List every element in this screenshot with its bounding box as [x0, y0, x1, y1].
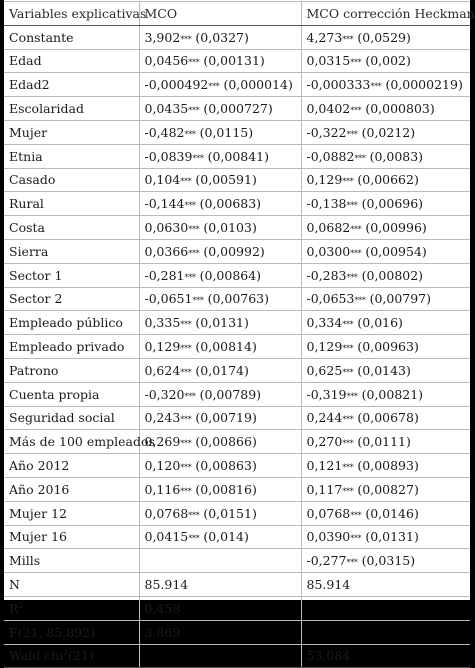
significance-stars: *** — [184, 129, 196, 139]
standard-error: (0,00763) — [207, 291, 270, 307]
superscript: 2 — [63, 648, 69, 658]
table-row — [4, 263, 470, 287]
stats-row — [4, 596, 470, 620]
table-cell — [139, 239, 301, 263]
variable-name: Mujer 16 — [4, 525, 139, 549]
table-row — [4, 97, 470, 121]
stat-label — [4, 573, 139, 597]
standard-error: (0,00678) — [357, 410, 419, 426]
table-cell — [301, 406, 470, 430]
coefficient: 0,244 — [306, 410, 343, 426]
coefficient: 0,0390 — [306, 529, 351, 545]
table-cell — [301, 120, 470, 144]
table-cell — [139, 501, 301, 525]
significance-stars: *** — [192, 153, 204, 163]
table-cell — [301, 192, 470, 216]
significance-stars: *** — [188, 225, 200, 235]
coefficient: -0,0882 — [306, 148, 355, 164]
coefficient: -0,0651 — [144, 291, 193, 307]
coefficient: 0,334 — [306, 315, 343, 331]
table-row — [4, 430, 470, 454]
standard-error: (0,0143) — [357, 362, 411, 378]
coefficient: -0,482 — [144, 124, 185, 140]
table-row — [4, 549, 470, 573]
variable-name: Mujer 12 — [4, 501, 139, 525]
significance-stars: *** — [184, 391, 196, 401]
table-cell — [139, 358, 301, 382]
stats-row — [4, 573, 470, 597]
table-cell — [301, 168, 470, 192]
table-row — [4, 192, 470, 216]
regression-table — [4, 1, 475, 668]
significance-stars: *** — [346, 129, 358, 139]
table-cell — [139, 49, 301, 73]
significance-stars: *** — [188, 534, 200, 544]
table-cell — [301, 501, 470, 525]
significance-stars: *** — [350, 510, 362, 520]
table-row — [4, 216, 470, 240]
variable-name: Sector 1 — [4, 263, 139, 287]
table-body — [4, 25, 470, 668]
table-row — [4, 239, 470, 263]
significance-stars: *** — [188, 106, 200, 116]
standard-error: (0,000014) — [223, 77, 293, 93]
table-cell — [301, 97, 470, 121]
table-cell — [301, 549, 470, 573]
variable-name: Empleado privado — [4, 335, 139, 359]
significance-stars: *** — [350, 106, 362, 116]
stats-row — [4, 620, 470, 644]
standard-error: (0,00866) — [195, 434, 257, 450]
significance-stars: *** — [350, 534, 362, 544]
coefficient: 0,0630 — [144, 220, 189, 236]
variable-name: Sierra — [4, 239, 139, 263]
stat-value-mco: 3.869 — [139, 620, 301, 644]
standard-error: (0,0212) — [361, 124, 416, 140]
variable-name: Escolaridad — [4, 97, 139, 121]
standard-error: (0,00719) — [195, 410, 257, 426]
table-cell — [301, 49, 470, 73]
stat-label — [4, 644, 139, 668]
significance-stars: *** — [354, 296, 366, 306]
table-cell — [301, 311, 470, 335]
standard-error: (0,0327) — [195, 29, 249, 45]
variable-name: Mills — [4, 549, 139, 573]
significance-stars: *** — [188, 510, 200, 520]
coefficient: 0,0768 — [306, 505, 351, 521]
significance-stars: *** — [350, 248, 362, 258]
standard-error: (0,00954) — [365, 243, 427, 259]
coefficient: 0,0768 — [144, 505, 189, 521]
table-row — [4, 144, 470, 168]
variable-name: Edad2 — [4, 73, 139, 97]
variable-name: Casado — [4, 168, 139, 192]
variable-name: Etnia — [4, 144, 139, 168]
significance-stars: *** — [208, 82, 220, 92]
standard-error: (0,0131) — [365, 529, 419, 545]
table-cell — [139, 263, 301, 287]
significance-stars: *** — [188, 248, 200, 258]
standard-error: (0,0000219) — [385, 77, 463, 93]
standard-error: (0,00814) — [195, 339, 257, 355]
table-cell — [301, 382, 470, 406]
significance-stars: *** — [180, 367, 192, 377]
table-cell — [301, 525, 470, 549]
table-cell — [139, 382, 301, 406]
standard-error: (0,000803) — [365, 101, 435, 117]
superscript: 2 — [18, 600, 24, 610]
header-variables: Variables explicativas — [4, 2, 139, 26]
standard-error: (0,00996) — [365, 220, 427, 236]
significance-stars: *** — [346, 201, 358, 211]
table-row — [4, 454, 470, 478]
significance-stars: *** — [346, 558, 358, 568]
significance-stars: *** — [342, 463, 354, 473]
coefficient: -0,000492 — [144, 77, 209, 93]
standard-error: (0,00683) — [199, 196, 262, 212]
significance-stars: *** — [342, 344, 354, 354]
coefficient: 0,270 — [306, 434, 343, 450]
coefficient: 3,902 — [144, 29, 181, 45]
header-mco: MCO — [139, 2, 301, 26]
coefficient: 0,243 — [144, 410, 181, 426]
coefficient: 0,0366 — [144, 243, 189, 259]
table-cell — [139, 406, 301, 430]
coefficient: 0,0315 — [306, 53, 351, 69]
stats-row — [4, 644, 470, 668]
table-row — [4, 501, 470, 525]
significance-stars: *** — [192, 296, 204, 306]
stat-label — [4, 620, 139, 644]
variable-name: Año 2016 — [4, 477, 139, 501]
significance-stars: *** — [342, 439, 354, 449]
significance-stars: *** — [342, 486, 354, 496]
standard-error: (0,00863) — [195, 458, 257, 474]
standard-error: (0,0529) — [357, 29, 411, 45]
coefficient: -0,0653 — [306, 291, 355, 307]
table-row — [4, 73, 470, 97]
coefficient: 0,129 — [306, 172, 343, 188]
standard-error: (0,0115) — [199, 124, 254, 140]
table-cell — [139, 311, 301, 335]
standard-error: (0,00789) — [199, 386, 262, 402]
variable-name: Empleado público — [4, 311, 139, 335]
stat-value-mco — [139, 644, 301, 668]
table-cell — [301, 144, 470, 168]
table-cell — [139, 25, 301, 49]
table-row — [4, 120, 470, 144]
table-cell — [301, 263, 470, 287]
variable-name: Año 2012 — [4, 454, 139, 478]
document-page — [4, 0, 475, 664]
stat-label — [4, 596, 139, 620]
table-cell — [139, 97, 301, 121]
table-cell — [139, 454, 301, 478]
coefficient: 0,335 — [144, 315, 181, 331]
coefficient: -0,320 — [144, 386, 185, 402]
table-cell — [139, 192, 301, 216]
standard-error: (0,00827) — [357, 481, 419, 497]
coefficient: 0,0300 — [306, 243, 351, 259]
standard-error: (0,00591) — [195, 172, 257, 188]
significance-stars: *** — [350, 225, 362, 235]
table-row — [4, 382, 470, 406]
variable-name: Seguridad social — [4, 406, 139, 430]
table-row — [4, 358, 470, 382]
significance-stars: *** — [346, 272, 358, 282]
coefficient: 0,269 — [144, 434, 181, 450]
standard-error: (0,00893) — [357, 458, 419, 474]
table-cell — [139, 335, 301, 359]
table-header-row — [4, 2, 470, 26]
standard-error: (0,014) — [203, 529, 249, 545]
stat-value-heckman — [301, 620, 470, 644]
variable-name: Mujer — [4, 120, 139, 144]
coefficient: 0,0682 — [306, 220, 351, 236]
standard-error: (0,00696) — [361, 196, 424, 212]
variable-name: Patrono — [4, 358, 139, 382]
standard-error: (0,00797) — [369, 291, 432, 307]
table-cell — [139, 525, 301, 549]
significance-stars: *** — [342, 320, 354, 330]
coefficient: 0,129 — [144, 339, 181, 355]
significance-stars: *** — [342, 367, 354, 377]
standard-error: (0,0146) — [365, 505, 419, 521]
standard-error: (0,0315) — [361, 553, 416, 569]
variable-name: Más de 100 empleados — [4, 430, 139, 454]
table-cell — [139, 430, 301, 454]
table-cell — [301, 477, 470, 501]
variable-name: Costa — [4, 216, 139, 240]
standard-error: (0,00802) — [361, 267, 424, 283]
standard-error: (0,00662) — [357, 172, 419, 188]
coefficient: 4,273 — [306, 29, 343, 45]
stat-value-heckman — [301, 596, 470, 620]
table-cell — [139, 287, 301, 311]
standard-error: (0,00816) — [195, 481, 257, 497]
coefficient: 0,117 — [306, 481, 343, 497]
coefficient: 0,0402 — [306, 101, 351, 117]
table-cell — [301, 25, 470, 49]
standard-error: (0,0111) — [357, 434, 411, 450]
table-row — [4, 335, 470, 359]
table-cell — [301, 73, 470, 97]
standard-error: (0,0151) — [203, 505, 257, 521]
stat-label-suffix: (21) — [68, 648, 94, 664]
table-row — [4, 525, 470, 549]
stat-value-mco: 0,458 — [139, 596, 301, 620]
standard-error: (0,00992) — [203, 243, 265, 259]
standard-error: (0,0174) — [195, 362, 249, 378]
table-row — [4, 477, 470, 501]
stat-value-heckman: 53.084 — [301, 644, 470, 668]
stat-label-text: R — [9, 600, 19, 616]
significance-stars: *** — [180, 34, 192, 44]
significance-stars: *** — [354, 153, 366, 163]
table-cell — [301, 239, 470, 263]
standard-error: (0,002) — [365, 53, 411, 69]
coefficient: 0,0415 — [144, 529, 189, 545]
table-cell — [301, 287, 470, 311]
coefficient: -0,138 — [306, 196, 347, 212]
coefficient: -0,322 — [306, 124, 347, 140]
coefficient: 0,120 — [144, 458, 181, 474]
significance-stars: *** — [342, 34, 354, 44]
table-cell — [301, 430, 470, 454]
standard-error: (0,00841) — [207, 148, 270, 164]
variable-name: Cuenta propia — [4, 382, 139, 406]
coefficient: 0,624 — [144, 362, 181, 378]
variable-name: Rural — [4, 192, 139, 216]
table-cell — [301, 216, 470, 240]
coefficient: -0,0839 — [144, 148, 193, 164]
coefficient: -0,277 — [306, 553, 347, 569]
table-cell — [139, 120, 301, 144]
stat-value-mco: 85.914 — [139, 573, 301, 597]
significance-stars: *** — [346, 391, 358, 401]
coefficient: 0,121 — [306, 458, 343, 474]
coefficient: 0,129 — [306, 339, 343, 355]
significance-stars: *** — [184, 272, 196, 282]
table-cell — [139, 477, 301, 501]
table-cell — [139, 216, 301, 240]
significance-stars: *** — [188, 58, 200, 68]
coefficient: 0,116 — [144, 481, 181, 497]
coefficient: 0,104 — [144, 172, 181, 188]
coefficient: -0,281 — [144, 267, 185, 283]
significance-stars: *** — [180, 415, 192, 425]
standard-error: (0,0083) — [369, 148, 424, 164]
table-row — [4, 287, 470, 311]
significance-stars: *** — [180, 344, 192, 354]
standard-error: (0,0103) — [203, 220, 257, 236]
table-row — [4, 25, 470, 49]
significance-stars: *** — [342, 177, 354, 187]
variable-name: Sector 2 — [4, 287, 139, 311]
standard-error: (0,00131) — [203, 53, 265, 69]
coefficient: 0,0456 — [144, 53, 189, 69]
coefficient: -0,283 — [306, 267, 347, 283]
variable-name: Constante — [4, 25, 139, 49]
stat-label-text: Wald chi — [9, 648, 64, 664]
significance-stars: *** — [180, 486, 192, 496]
table-cell — [301, 358, 470, 382]
significance-stars: *** — [370, 82, 382, 92]
standard-error: (0,00864) — [199, 267, 262, 283]
table-cell — [301, 454, 470, 478]
variable-name: Edad — [4, 49, 139, 73]
standard-error: (0,0131) — [195, 315, 249, 331]
significance-stars: *** — [350, 58, 362, 68]
stat-label-text: N — [9, 577, 20, 593]
standard-error: (0,000727) — [203, 101, 273, 117]
significance-stars: *** — [180, 463, 192, 473]
table-cell — [139, 73, 301, 97]
significance-stars: *** — [180, 320, 192, 330]
coefficient: -0,144 — [144, 196, 185, 212]
table-cell — [139, 144, 301, 168]
stat-label-text: F(21, 85.892) — [9, 624, 96, 640]
standard-error: (0,00963) — [357, 339, 419, 355]
table-cell — [139, 168, 301, 192]
standard-error: (0,00821) — [361, 386, 424, 402]
stat-value-heckman: 85.914 — [301, 573, 470, 597]
table-row — [4, 168, 470, 192]
standard-error: (0,016) — [357, 315, 403, 331]
significance-stars: *** — [342, 415, 354, 425]
table-row — [4, 406, 470, 430]
significance-stars: *** — [180, 439, 192, 449]
table-cell — [139, 549, 301, 573]
table-row — [4, 311, 470, 335]
coefficient: -0,000333 — [306, 77, 371, 93]
table-cell — [301, 335, 470, 359]
coefficient: 0,625 — [306, 362, 343, 378]
significance-stars: *** — [180, 177, 192, 187]
coefficient: -0,319 — [306, 386, 347, 402]
header-mco-heckman: MCO corrección Heckman — [301, 2, 470, 26]
table-row — [4, 49, 470, 73]
significance-stars: *** — [184, 201, 196, 211]
coefficient: 0,0435 — [144, 101, 189, 117]
